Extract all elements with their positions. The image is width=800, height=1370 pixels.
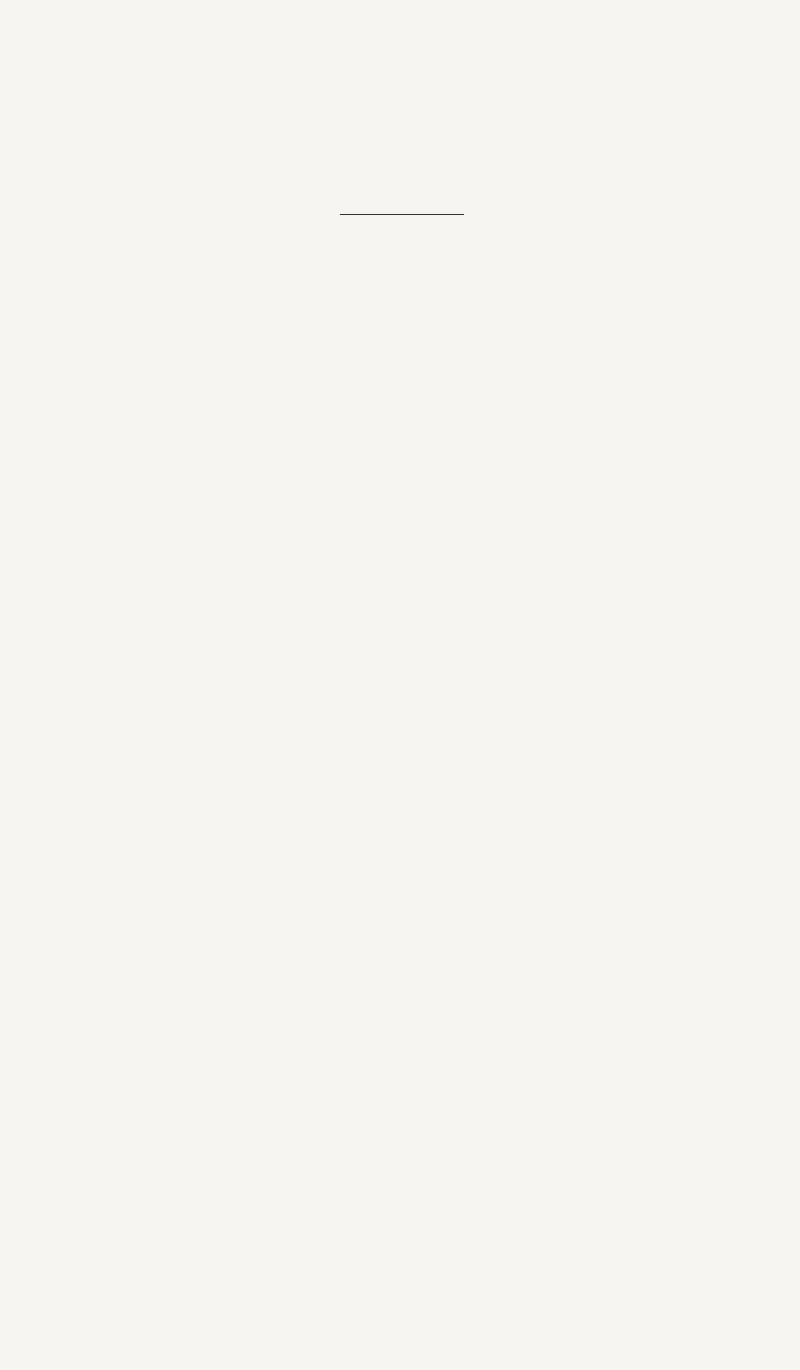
sanitary-right-column xyxy=(438,1084,443,1108)
food-drugs-section xyxy=(0,856,800,862)
chief-clerk-section xyxy=(0,530,800,536)
housing-section xyxy=(0,955,800,961)
deputy-section xyxy=(0,330,800,336)
list-item xyxy=(438,1084,443,1108)
workshops-section xyxy=(0,783,800,789)
buildings-section xyxy=(0,682,800,688)
chief-sanitary-section xyxy=(0,430,800,436)
moh-section xyxy=(0,254,800,260)
title-divider xyxy=(340,214,464,215)
health-visitors-last-line xyxy=(0,1325,800,1343)
meat-section xyxy=(0,606,800,612)
